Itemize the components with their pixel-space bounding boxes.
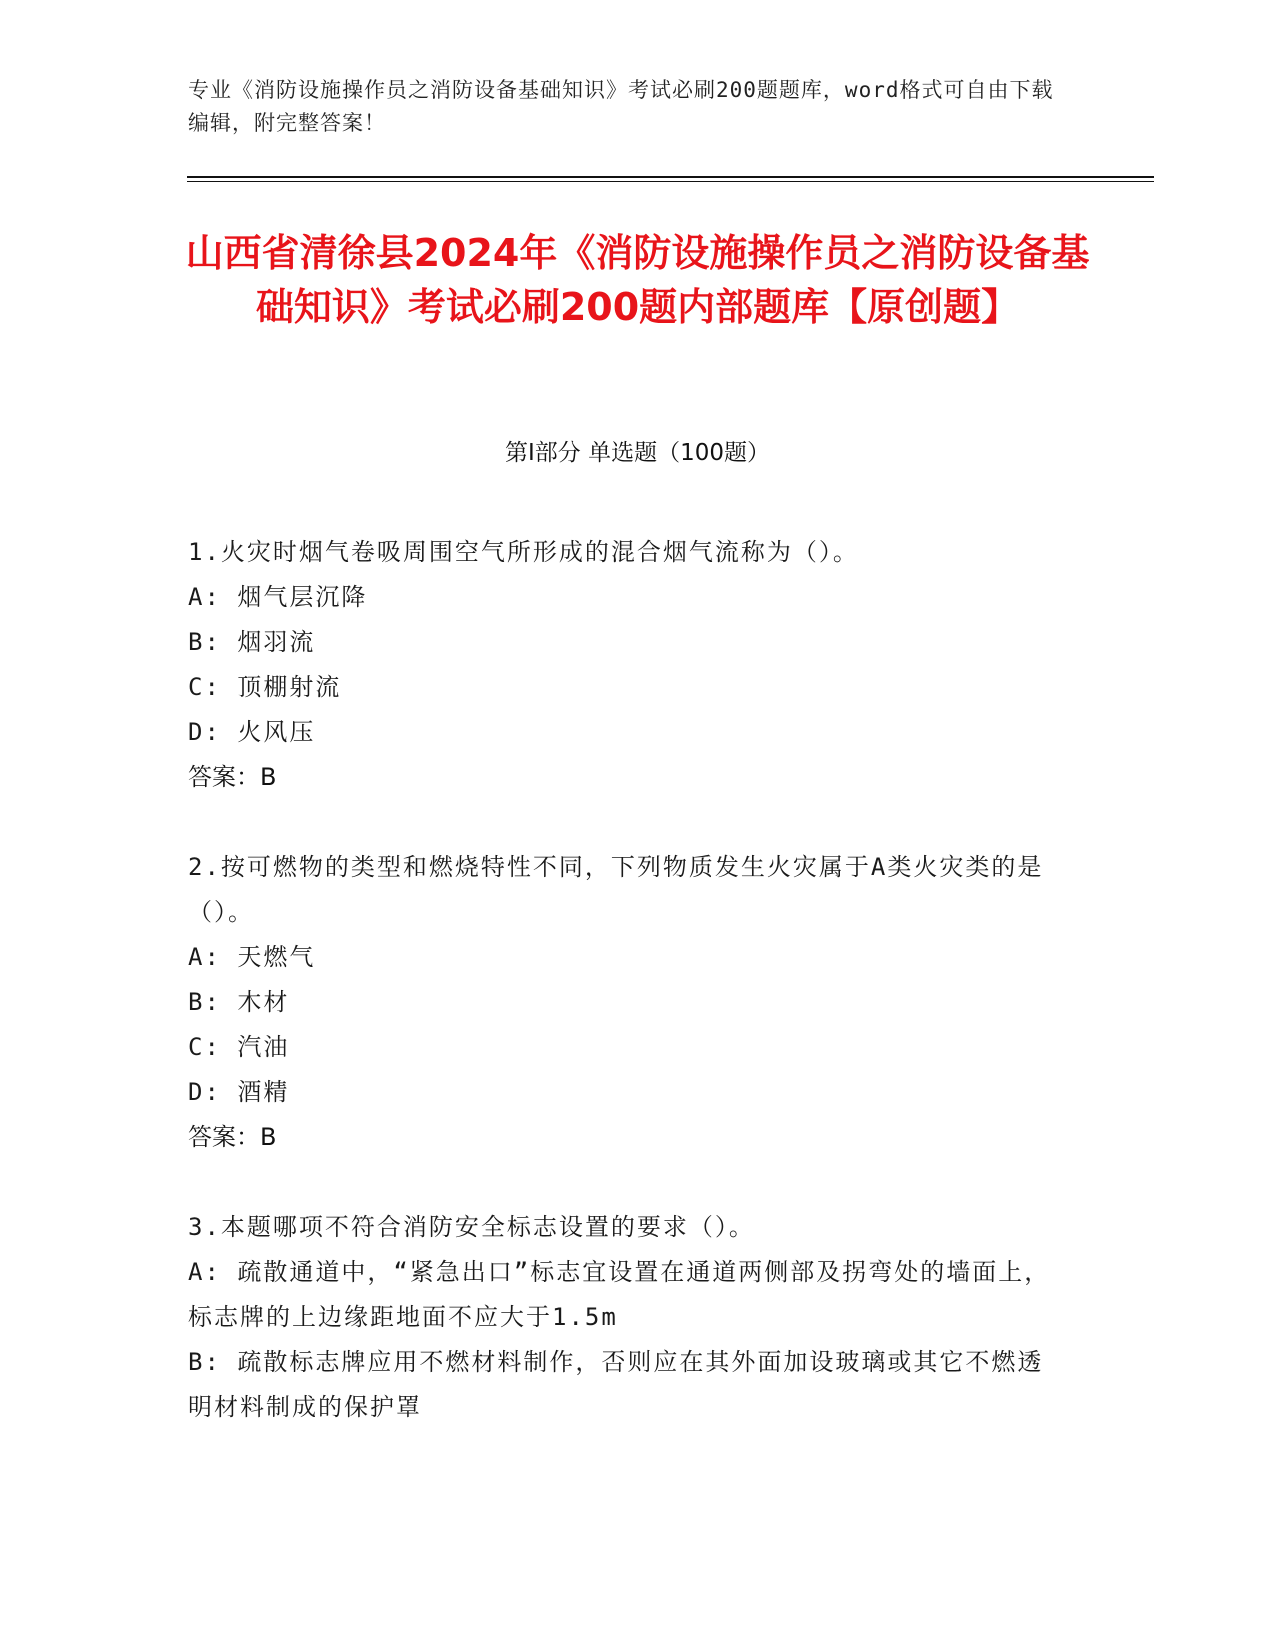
- option-c: [188, 665, 1068, 710]
- option-text: 酒精: [237, 1078, 290, 1106]
- option-text: 天燃气: [237, 943, 316, 971]
- option-letter: D:: [188, 718, 221, 746]
- header-note: 专业《消防设施操作员之消防设备基础知识》考试必刷200题题库，word格式可自由下载编辑，附完整答案！: [188, 78, 1054, 135]
- option-letter: A:: [188, 583, 221, 611]
- option-text: 顶棚射流: [237, 673, 342, 701]
- option-letter: C:: [188, 1033, 221, 1061]
- question-2: [188, 845, 1068, 1160]
- question-stem: 2.按可燃物的类型和燃烧特性不同，下列物质发生火灾属于A类火灾类的是（）。: [188, 853, 1044, 926]
- question-list: [188, 530, 1068, 1475]
- option-a: [188, 935, 1068, 980]
- header-rule: [187, 176, 1154, 178]
- option-c: [188, 1025, 1068, 1070]
- option-text: 疏散通道中，“紧急出口”标志宜设置在通道两侧部及拐弯处的墙面上，标志牌的上边缘距地面不应大于1.5m: [188, 1258, 1051, 1331]
- option-letter: D:: [188, 1078, 221, 1106]
- option-a: [188, 1250, 1068, 1340]
- option-b: [188, 620, 1068, 665]
- option-text: 疏散标志牌应用不燃材料制作，否则应在其外面加设玻璃或其它不燃透明材料制成的保护罩: [188, 1348, 1044, 1421]
- question-1: [188, 530, 1068, 800]
- option-letter: C:: [188, 673, 221, 701]
- option-a: [188, 575, 1068, 620]
- question-stem: 1.火灾时烟气卷吸周围空气所形成的混合烟气流称为（）。: [188, 538, 859, 566]
- option-b: [188, 980, 1068, 1025]
- option-text: 火风压: [237, 718, 316, 746]
- header-rule-thin: [187, 181, 1154, 182]
- option-d: [188, 1070, 1068, 1115]
- option-text: 烟气层沉降: [237, 583, 368, 611]
- answer-line: 答案：B: [188, 1123, 277, 1151]
- option-letter: A:: [188, 1258, 221, 1286]
- option-text: 木材: [237, 988, 290, 1016]
- option-text: 汽油: [237, 1033, 290, 1061]
- document-title: 山西省清徐县2024年《消防设施操作员之消防设备基础知识》考试必刷200题内部题库【原创题】: [185, 231, 1090, 329]
- option-letter: B:: [188, 988, 221, 1016]
- option-letter: A:: [188, 943, 221, 971]
- question-3: [188, 1205, 1068, 1430]
- section-heading: 第I部分 单选题（100题）: [505, 440, 770, 466]
- question-stem: 3.本题哪项不符合消防安全标志设置的要求（）。: [188, 1213, 755, 1241]
- option-letter: B:: [188, 628, 221, 656]
- option-letter: B:: [188, 1348, 221, 1376]
- option-text: 烟羽流: [237, 628, 316, 656]
- option-b: [188, 1340, 1068, 1430]
- option-d: [188, 710, 1068, 755]
- answer-line: 答案：B: [188, 763, 277, 791]
